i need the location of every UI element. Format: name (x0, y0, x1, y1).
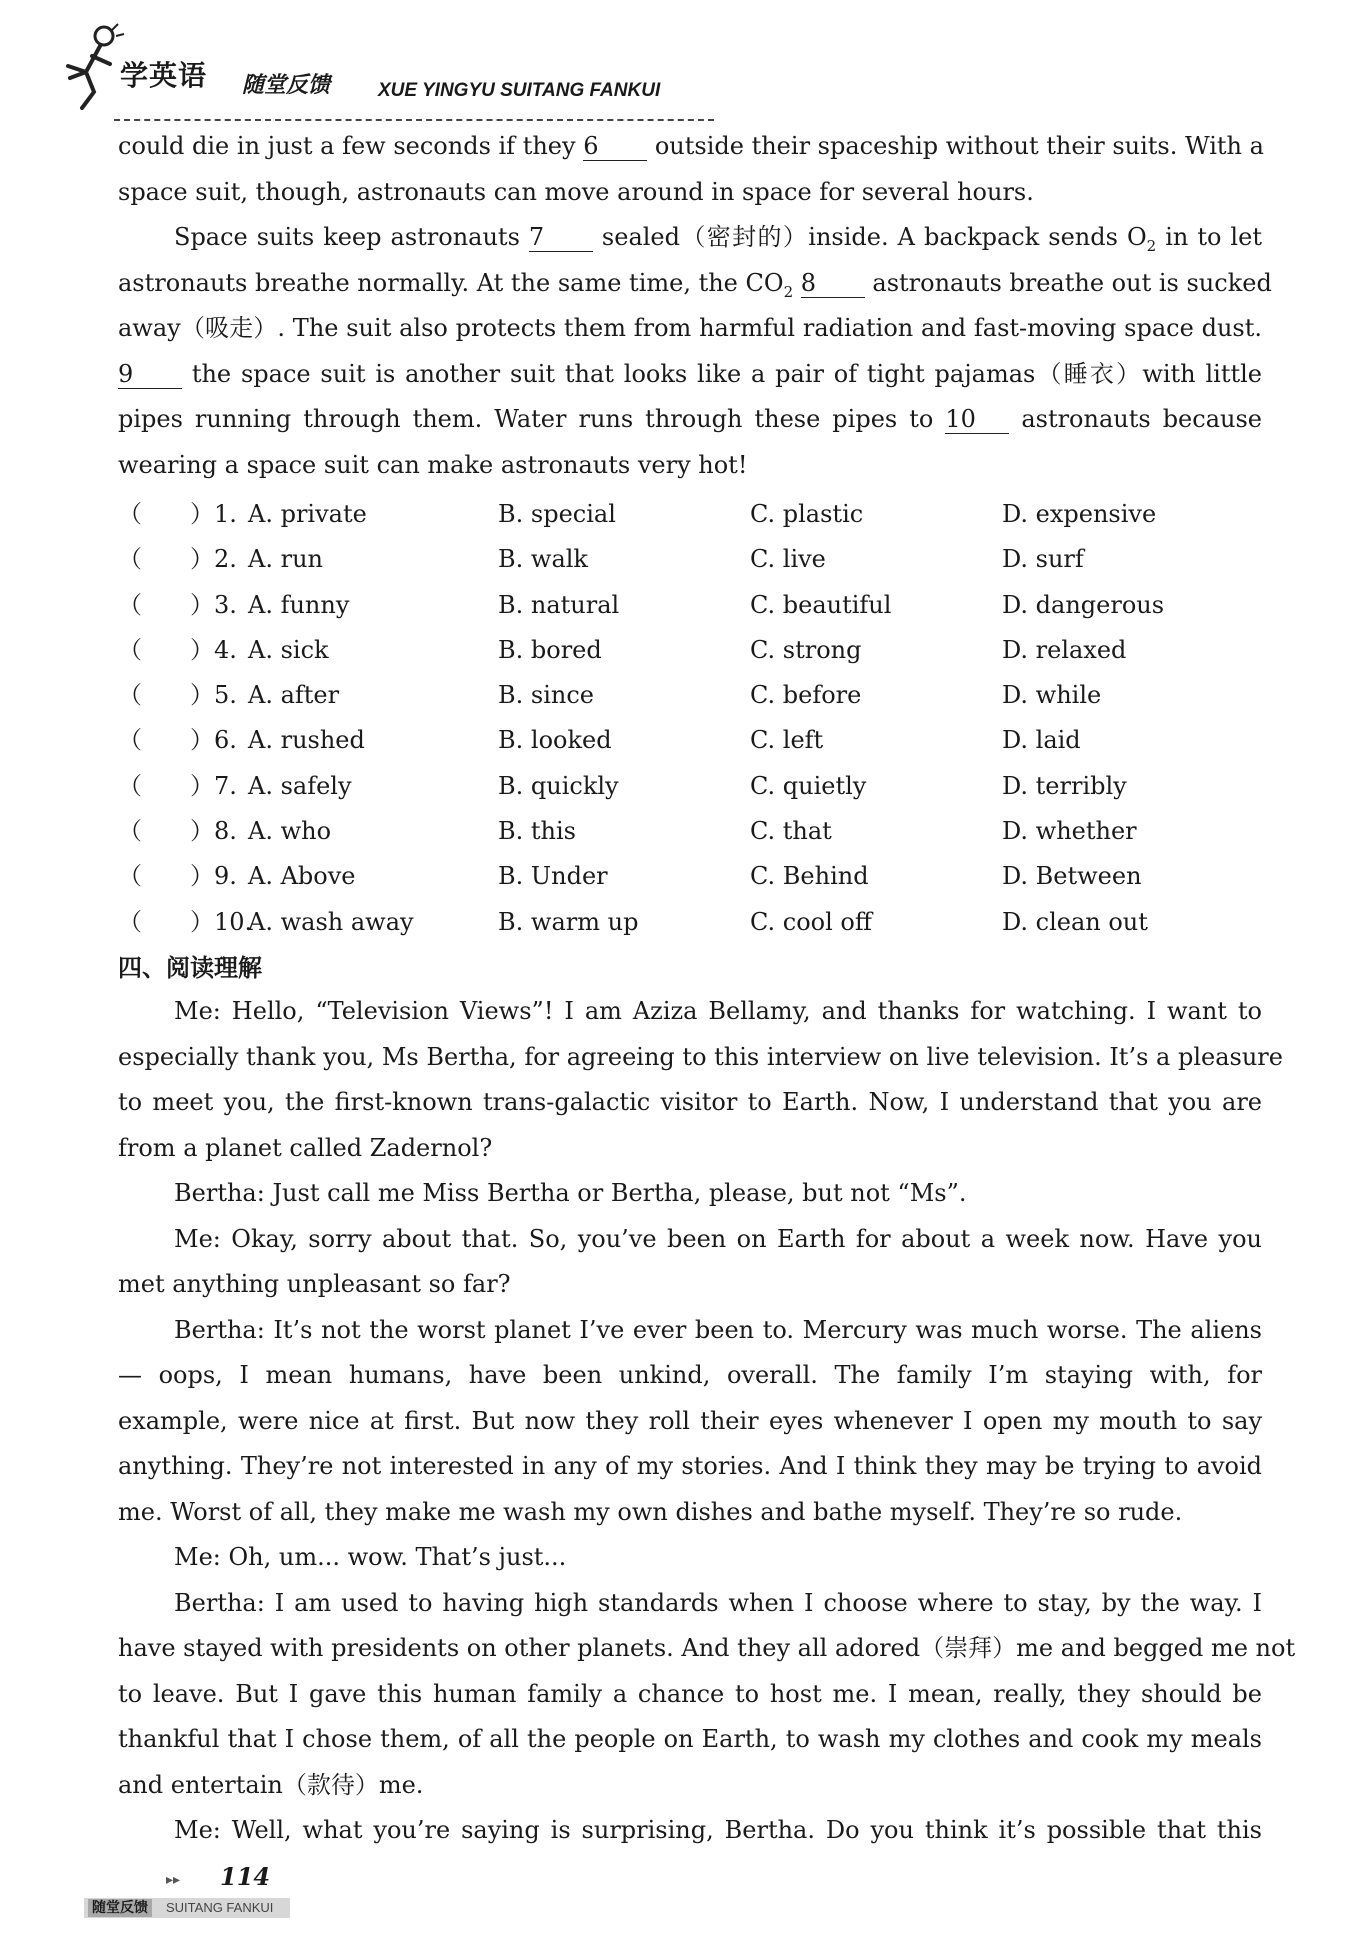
option-b: B. this (498, 817, 576, 846)
option-d: D. clean out (1002, 907, 1148, 936)
question-row (118, 628, 1262, 673)
passage-line: Bertha: I am used to having high standards when I choose where to stay, by the way. I (174, 1588, 1262, 1617)
blank-7: 7 (529, 223, 593, 252)
option-a: A. Above (248, 862, 356, 891)
question-number: 6. (214, 726, 237, 755)
passage-line: from a planet called Zadernol? (118, 1133, 493, 1162)
passage-line: wearing a space suit can make astronauts very hot! (118, 450, 748, 479)
arrow-icon: ▸▸ (166, 1872, 181, 1888)
option-c: C. before (750, 681, 862, 710)
question-number: 8. (214, 817, 237, 846)
option-c: C. quietly (750, 771, 867, 800)
page-footer (84, 1858, 304, 1918)
option-d: D. while (1002, 681, 1102, 710)
option-c: C. that (750, 817, 832, 846)
option-d: D. whether (1002, 817, 1137, 846)
option-a: A. who (248, 817, 332, 846)
passage-line: and entertain（款待）me. (118, 1770, 424, 1799)
passage-line: anything. They’re not interested in any of my stories. And I think they may be trying to avoid (118, 1452, 1262, 1480)
question-number: 1. (214, 500, 237, 528)
option-d: D. laid (1002, 726, 1081, 755)
answer-bracket-close: ） (190, 771, 214, 800)
answer-bracket-close: ） (190, 545, 214, 574)
question-row (118, 492, 1262, 537)
question-number: 2. (214, 545, 237, 574)
option-c: C. beautiful (750, 590, 892, 619)
option-a: A. private (248, 500, 367, 528)
passage-line: especially thank you, Ms Bertha, for agreeing to this interview on live television. It’s a pleasure (118, 1042, 1283, 1071)
option-c: C. live (750, 545, 826, 574)
passage-line: Me: Well, what you’re saying is surprising, Bertha. Do you think it’s possible that this (174, 1816, 1262, 1844)
passage-line: 9 the space suit is another suit that looks like a pair of tight pajamas（睡衣）with little (118, 359, 1262, 388)
page-header (52, 14, 692, 119)
option-c: C. Behind (750, 862, 869, 891)
question-row (118, 537, 1262, 582)
option-d: D. Between (1002, 862, 1142, 891)
option-a: A. sick (248, 635, 329, 664)
option-a: A. safely (248, 771, 352, 800)
passage-line: have stayed with presidents on other planets. And they all adored（崇拜）me and begged me not (118, 1634, 1296, 1662)
answer-bracket-open: （ (118, 862, 142, 891)
question-row (118, 900, 1262, 945)
blank-8: 8 (801, 269, 865, 298)
answer-bracket-close: ） (190, 590, 214, 619)
blank-10: 10 (945, 405, 1009, 434)
passage-line: thankful that I chose them, of all the people on Earth, to wash my clothes and cook my meals (118, 1725, 1262, 1753)
question-row (118, 854, 1262, 899)
passage-line: Me: Okay, sorry about that. So, you’ve been on Earth for about a week now. Have you (174, 1224, 1262, 1253)
option-b: B. Under (498, 862, 608, 891)
answer-bracket-close: ） (190, 681, 214, 710)
passage-line: me. Worst of all, they make me wash my own dishes and bathe myself. They’re so rude. (118, 1497, 1183, 1526)
passage-line: Me: Oh, um... wow. That’s just... (174, 1543, 567, 1571)
passage-line: Space suits keep astronauts 7 sealed（密封的）inside. A backpack sends $O_2$ in to let (174, 223, 1262, 255)
option-a: A. rushed (248, 726, 365, 755)
option-b: B. warm up (498, 907, 639, 936)
reading-passage (118, 989, 1296, 1854)
question-number: 9. (214, 862, 237, 891)
passage-line: to leave. But I gave this human family a chance to host me. I mean, really, they should be (118, 1679, 1262, 1708)
passage-line: astronauts breathe normally. At the same time, the $CO_2$ 8 astronauts breathe out is sucked (118, 268, 1272, 301)
answer-bracket-open: （ (118, 590, 142, 619)
option-d: D. relaxed (1002, 635, 1127, 664)
passage-line: Bertha: Just call me Miss Bertha or Bertha, please, but not “Ms”. (174, 1179, 967, 1207)
question-number: 3. (214, 590, 237, 619)
choice-list (118, 492, 1262, 945)
option-b: B. looked (498, 726, 612, 755)
passage-line: space suit, though, astronauts can move around in space for several hours. (118, 177, 1034, 206)
option-a: A. run (248, 545, 323, 574)
option-c: C. left (750, 726, 824, 755)
answer-bracket-open: （ (118, 726, 142, 755)
option-b: B. natural (498, 590, 620, 619)
answer-bracket-close: ） (190, 635, 214, 664)
option-c: C. cool off (750, 907, 872, 936)
footer-label-en: SUITANG FANKUI (166, 1900, 274, 1915)
answer-bracket-open: （ (118, 635, 142, 664)
passage-line: could die in just a few seconds if they 6 outside their spaceship without their suits. With a (118, 132, 1264, 160)
option-b: B. since (498, 681, 594, 710)
option-a: A. funny (248, 590, 350, 619)
option-c: C. strong (750, 635, 862, 664)
header-title-sub: 随堂反馈 (242, 73, 331, 98)
answer-bracket-open: （ (118, 771, 142, 800)
question-number: 7. (214, 771, 237, 800)
answer-bracket-close: ） (190, 726, 214, 755)
option-a: A. wash away (248, 907, 414, 936)
blank-6: 6 (583, 132, 647, 161)
passage-line: away（吸走）. The suit also protects them from harmful radiation and fast-moving space dust. (118, 314, 1262, 342)
passage-line: met anything unpleasant so far? (118, 1270, 511, 1298)
question-number: 10. (214, 907, 253, 936)
option-b: B. quickly (498, 771, 619, 800)
passage-line: to meet you, the first-known trans-galactic visitor to Earth. Now, I understand that you are (118, 1088, 1262, 1116)
cloze-passage (118, 124, 1272, 488)
section-title: 四、阅读理解 (118, 954, 262, 982)
answer-bracket-open: （ (118, 500, 142, 528)
passage-line: Me: Hello, “Television Views”! I am Aziza Bellamy, and thanks for watching. I want to (174, 997, 1262, 1025)
option-a: A. after (248, 681, 340, 710)
question-row (118, 673, 1262, 718)
option-d: D. expensive (1002, 500, 1157, 528)
question-number: 4. (214, 635, 237, 664)
option-d: D. surf (1002, 545, 1084, 574)
question-row (118, 718, 1262, 763)
option-b: B. special (498, 500, 616, 528)
footer-label-cn: 随堂反馈 (88, 1899, 152, 1917)
question-row (118, 583, 1262, 628)
answer-bracket-close: ） (190, 862, 214, 891)
answer-bracket-close: ） (190, 500, 214, 528)
answer-bracket-open: （ (118, 817, 142, 846)
header-title-en: XUE YINGYU SUITANG FANKUI (378, 80, 661, 101)
answer-bracket-open: （ (118, 545, 142, 574)
blank-9: 9 (118, 360, 182, 389)
answer-bracket-open: （ (118, 681, 142, 710)
answer-bracket-close: ） (190, 907, 214, 936)
option-b: B. bored (498, 635, 602, 664)
option-d: D. dangerous (1002, 590, 1165, 619)
option-d: D. terribly (1002, 771, 1127, 800)
page-number: 114 (220, 1862, 271, 1891)
passage-line: Bertha: It’s not the worst planet I’ve ever been to. Mercury was much worse. The aliens (174, 1315, 1262, 1344)
answer-bracket-open: （ (118, 907, 142, 936)
passage-line: pipes running through them. Water runs through these pipes to 10 astronauts because (118, 405, 1262, 433)
passage-line: — oops, I mean humans, have been unkind, overall. The family I’m staying with, for (118, 1361, 1262, 1389)
runner-logo-icon (58, 20, 128, 112)
option-b: B. walk (498, 545, 588, 574)
question-row (118, 809, 1262, 854)
header-divider (114, 119, 714, 121)
question-number: 5. (214, 681, 237, 710)
question-row (118, 764, 1262, 809)
option-c: C. plastic (750, 500, 864, 528)
answer-bracket-close: ） (190, 817, 214, 846)
header-title-cn: 学英语 (120, 59, 208, 92)
passage-line: example, were nice at first. But now they roll their eyes whenever I open my mouth to say (118, 1406, 1262, 1435)
